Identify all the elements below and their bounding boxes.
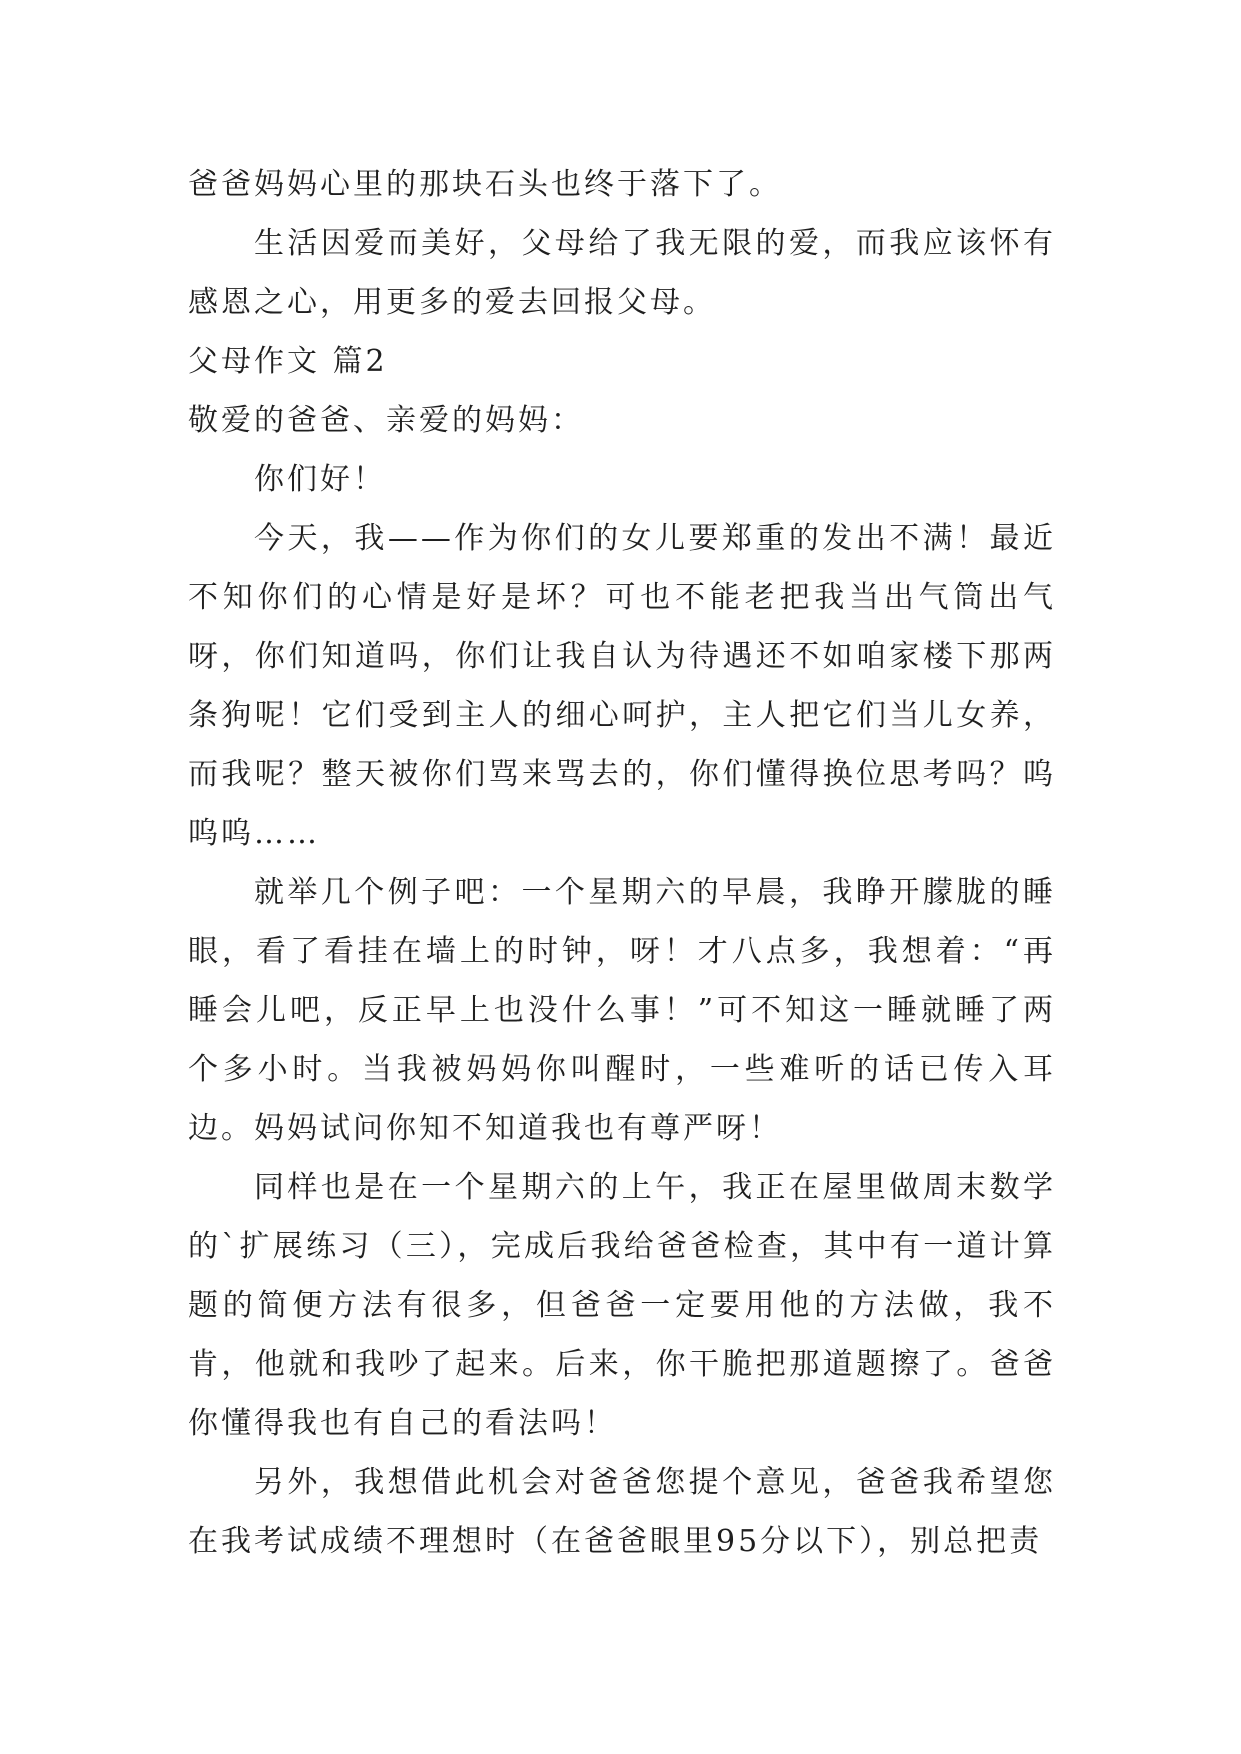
paragraph-9: 另外，我想借此机会对爸爸您提个意见，爸爸我希望您在我考试成绩不理想时（在爸爸眼里95分以下），别总把责: [188, 1465, 1056, 1559]
paragraph-7: 就举几个例子吧：一个星期六的早晨，我睁开朦胧的睡眼，看了看挂在墙上的时钟，呀！才八点多，我想着：“再睡会儿吧，反正早上也没什么事！”可不知这一睡就睡了两个多小时。当我被妈妈你叫醒时，一些难听的话已传入耳边。妈妈试问你知不知道我也有尊严呀！: [188, 875, 1056, 1146]
paragraph-6: 今天，我——作为你们的女儿要郑重的发出不满！最近不知你们的心情是好是坏？可也不能老把我当出气筒出气呀，你们知道吗，你们让我自认为待遇还不如咱家楼下那两条狗呢！它们受到主人的细心呵护，主人把它们当儿女养，而我呢？整天被你们骂来骂去的，你们懂得换位思考吗？呜呜呜……: [188, 521, 1056, 851]
paragraph-2: 生活因爱而美好，父母给了我无限的爱，而我应该怀有感恩之心，用更多的爱去回报父母。: [188, 226, 1056, 320]
paragraph-1: 爸爸妈妈心里的那块石头也终于落下了。: [188, 167, 782, 202]
section-title: 父母作文 篇2: [188, 344, 388, 379]
paragraph-8: 同样也是在一个星期六的上午，我正在屋里做周末数学的`扩展练习（三），完成后我给爸爸检查，其中有一道计算题的简便方法有很多，但爸爸一定要用他的方法做，我不肯，他就和我吵了起来。后来，你干脆把那道题擦了。爸爸你懂得我也有自己的看法吗！: [188, 1170, 1056, 1441]
letter-salutation: 敬爱的爸爸、亲爱的妈妈：: [188, 403, 584, 438]
letter-greeting: 你们好！: [254, 462, 386, 497]
document-body: [188, 155, 1056, 1571]
